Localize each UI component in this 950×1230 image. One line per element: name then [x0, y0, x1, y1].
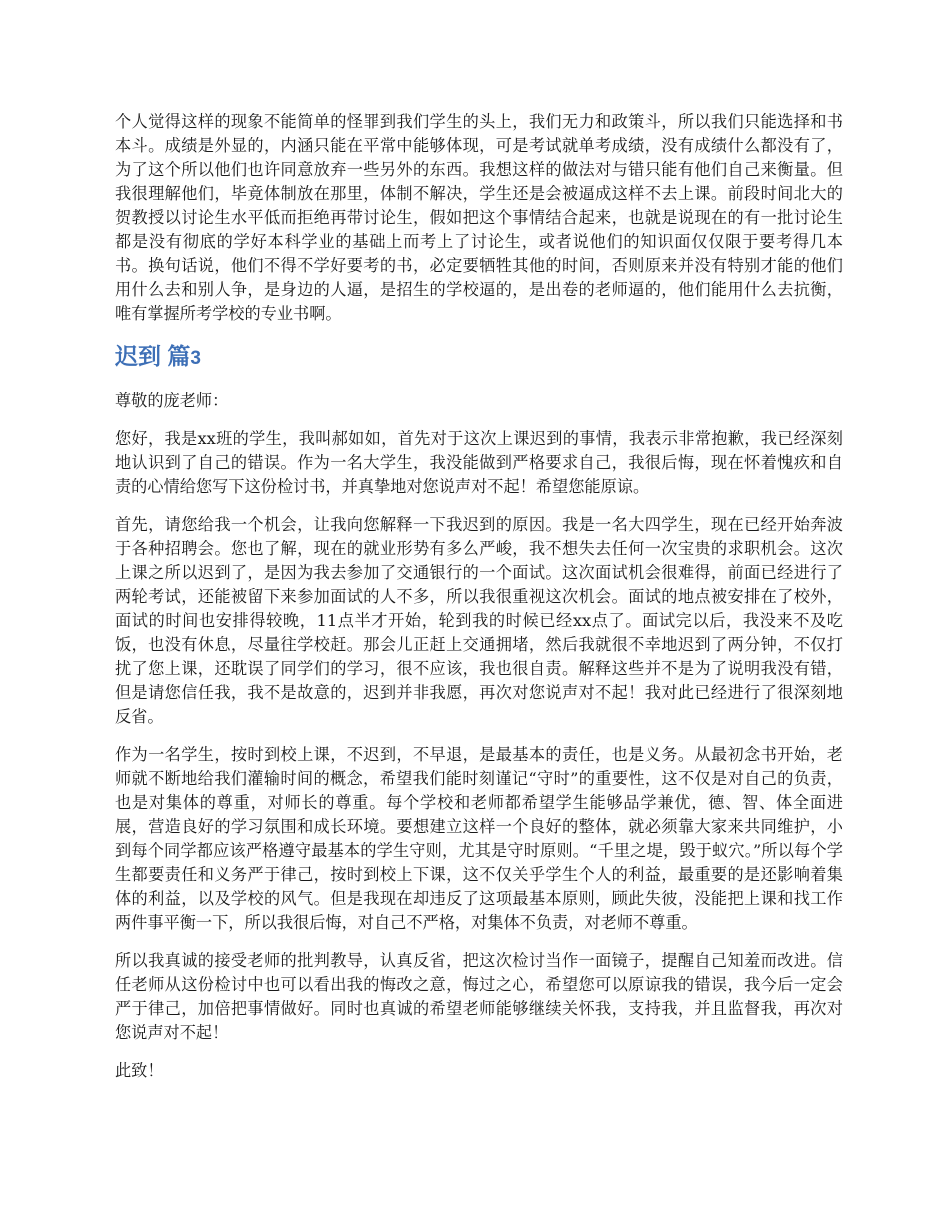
section-title: 迟到 篇 [115, 343, 191, 369]
section-heading [115, 340, 843, 375]
section-number: 3 [190, 348, 201, 369]
intro-paragraph: 个人觉得这样的现象不能简单的怪罪到我们学生的头上，我们无力和政策斗，所以我们只能选择和书本斗。成绩是外显的，内涵只能在平常中能够体现，可是考试就单考成绩，没有成绩什么都没有了，为了这个所以他们也许同意放弃一些另外的东西。我想这样的做法对与错只能有他们自己来衡量。但我很理解他们，毕竟体制放在那里，体制不解决，学生还是会被逼成这样不去上课。前段时间北大的贺教授以讨论生水平低而拒绝再带讨论生，假如把这个事情结合起来，也就是说现在的有一批讨论生都是没有彻底的学好本科学业的基础上而考上了讨论生，或者说他们的知识面仅仅限于要考得几本书。换句话说，他们不得不学好要考的书，必定要牺牲其他的时间，否则原来并没有特别才能的他们用什么去和别人争，是身边的人逼，是招生的学校逼的，是出卷的老师逼的，他们能用什么去抗衡，唯有掌握所考学校的专业书啊。 [115, 112, 843, 323]
body-paragraph-4: 所以我真诚的接受老师的批判教导，认真反省，把这次检讨当作一面镜子，提醒自己知羞而改进。信任老师从这份检讨中也可以看出我的悔改之意，悔过之心，希望您可以原谅我的错误，我今后一定会严于律己，加倍把事情做好。同时也真诚的希望老师能够继续关怀我，支持我，并且监督我，再次对您说声对不起！ [115, 951, 843, 1042]
document-body [115, 110, 843, 1095]
salutation: 尊敬的庞老师： [115, 391, 229, 410]
closing: 此致！ [115, 1061, 164, 1080]
body-paragraph-1: 您好，我是xx班的学生，我叫郝如如，首先对于这次上课迟到的事情，我表示非常抱歉，我已经深刻地认识到了自己的错误。作为一名大学生，我没能做到严格要求自己，我很后悔，现在怀着愧疚和自责的心情给您写下这份检讨书，并真挚地对您说声对不起！希望您能原谅。 [115, 429, 843, 496]
body-paragraph-3: 作为一名学生，按时到校上课，不迟到，不早退，是最基本的责任，也是义务。从最初念书开始，老师就不断地给我们灌输时间的概念，希望我们能时刻谨记“守时”的重要性，这不仅是对自己的负责，也是对集体的尊重，对师长的尊重。每个学校和老师都希望学生能够品学兼优，德、智、体全面进展，营造良好的学习氛围和成长环境。要想建立这样一个良好的整体，就必须靠大家来共同维护，小到每个同学都应该严格遵守最基本的学生守则，尤其是守时原则。“千里之堤，毁于蚁穴。”所以每个学生都要责任和义务严于律己，按时到校上下课，这不仅关乎学生个人的利益，最重要的是还影响着集体的利益，以及学校的风气。但是我现在却违反了这项最基本原则，顾此失彼，没能把上课和找工作两件事平衡一下，所以我很后悔，对自己不严格，对集体不负责，对老师不尊重。 [115, 745, 843, 932]
body-paragraph-2: 首先，请您给我一个机会，让我向您解释一下我迟到的原因。我是一名大四学生，现在已经开始奔波于各种招聘会。您也了解，现在的就业形势有多么严峻，我不想失去任何一次宝贵的求职机会。这次上课之所以迟到了，是因为我去参加了交通银行的一个面试。这次面试机会很难得，前面已经进行了两轮考试，还能被留下来参加面试的人不多，所以我很重视这次机会。面试的地点被安排在了校外，面试的时间也安排得较晚，11点半才开始，轮到我的时候已经xx点了。面试完以后，我没来不及吃饭，也没有休息，尽量往学校赶。那会儿正赶上交通拥堵，然后我就很不幸地迟到了两分钟，不仅打扰了您上课，还耽误了同学们的学习，很不应该，我也很自责。解释这些并不是为了说明我没有错，但是请您信任我，我不是故意的，迟到并非我愿，再次对您说声对不起！我对此已经进行了很深刻地反省。 [115, 515, 843, 726]
